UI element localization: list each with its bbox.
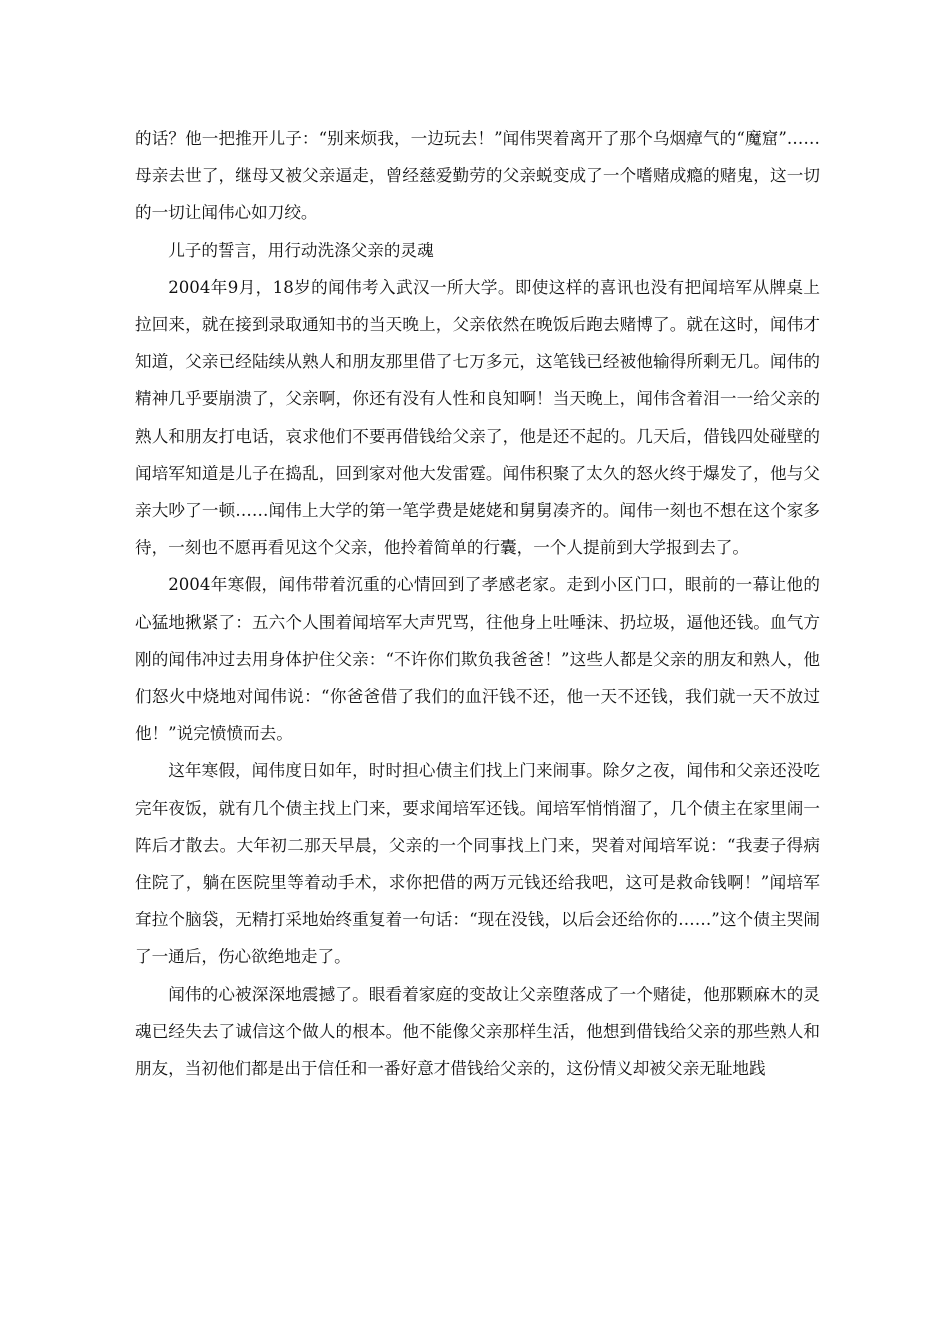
paragraph: 闻伟的心被深深地震撼了。眼看着家庭的变故让父亲堕落成了一个赌徒，他那颗麻木的灵魂已经失去了诚信这个做人的根本。他不能像父亲那样生活，他想到借钱给父亲的那些熟人和朋友，当初他们都是出于信任和一番好意才借钱给父亲的，这份情义却被父亲无耻地践 [135, 984, 820, 1079]
paragraph-continuation: 的话？他一把推开儿子：“别来烦我，一边玩去！”闻伟哭着离开了那个乌烟瘴气的“魔窟”…… 母亲去世了，继母又被父亲逼走，曾经慈爱勤劳的父亲蜕变成了一个嗜赌成瘾的赌鬼，这一切的一切让闻伟心如刀绞。 [135, 129, 820, 223]
article-body [135, 120, 820, 1087]
section-heading: 儿子的誓言，用行动洗涤父亲的灵魂 [168, 240, 434, 260]
paragraph: 这年寒假，闻伟度日如年，时时担心债主们找上门来闹事。除夕之夜，闻伟和父亲还没吃完年夜饭，就有几个债主找上门来，要求闻培军还钱。闻培军悄悄溜了，几个债主在家里闹一阵后才散去。大年初二那天早晨，父亲的一个同事找上门来，哭着对闻培军说：“我妻子得病住院了，躺在医院里等着动手术，求你把借的两万元钱还给我吧，这可是救命钱啊！”闻培军耷拉个脑袋，无精打采地始终重复着一句话：“现在没钱，以后会还给你的……”这个债主哭闹了一通后，伤心欲绝地走了。 [135, 761, 820, 967]
paragraph: 2004年9月，18岁的闻伟考入武汉一所大学。即使这样的喜讯也没有把闻培军从牌桌上拉回来，就在接到录取通知书的当天晚上，父亲依然在晚饭后跑去赌博了。就在这时，闻伟才知道，父亲已经陆续从熟人和朋友那里借了七万多元，这笔钱已经被他输得所剩无几。闻伟的精神几乎要崩溃了，父亲啊，你还有没有人性和良知啊！当天晚上，闻伟含着泪一一给父亲的熟人和朋友打电话，哀求他们不要再借钱给父亲了，他是还不起的。几天后，借钱四处碰壁的闻培军知道是儿子在捣乱，回到家对他大发雷霆。闻伟积聚了太久的怒火终于爆发了，他与父亲大吵了一顿……闻伟上大学的第一笔学费是姥姥和舅舅凑齐的。闻伟一刻也不想在这个家多待，一刻也不愿再看见这个父亲，他拎着简单的行囊，一个人提前到大学报到去了。 [135, 277, 820, 558]
paragraph: 2004年寒假，闻伟带着沉重的心情回到了孝感老家。走到小区门口，眼前的一幕让他的心猛地揪紧了：五六个人围着闻培军大声咒骂，往他身上吐唾沫、扔垃圾，逼他还钱。血气方刚的闻伟冲过去用身体护住父亲：“不许你们欺负我爸爸！”这些人都是父亲的朋友和熟人，他们怒火中烧地对闻伟说：“你爸爸借了我们的血汗钱不还，他一天不还钱，我们就一天不放过他！”说完愤愤而去。 [135, 575, 820, 744]
